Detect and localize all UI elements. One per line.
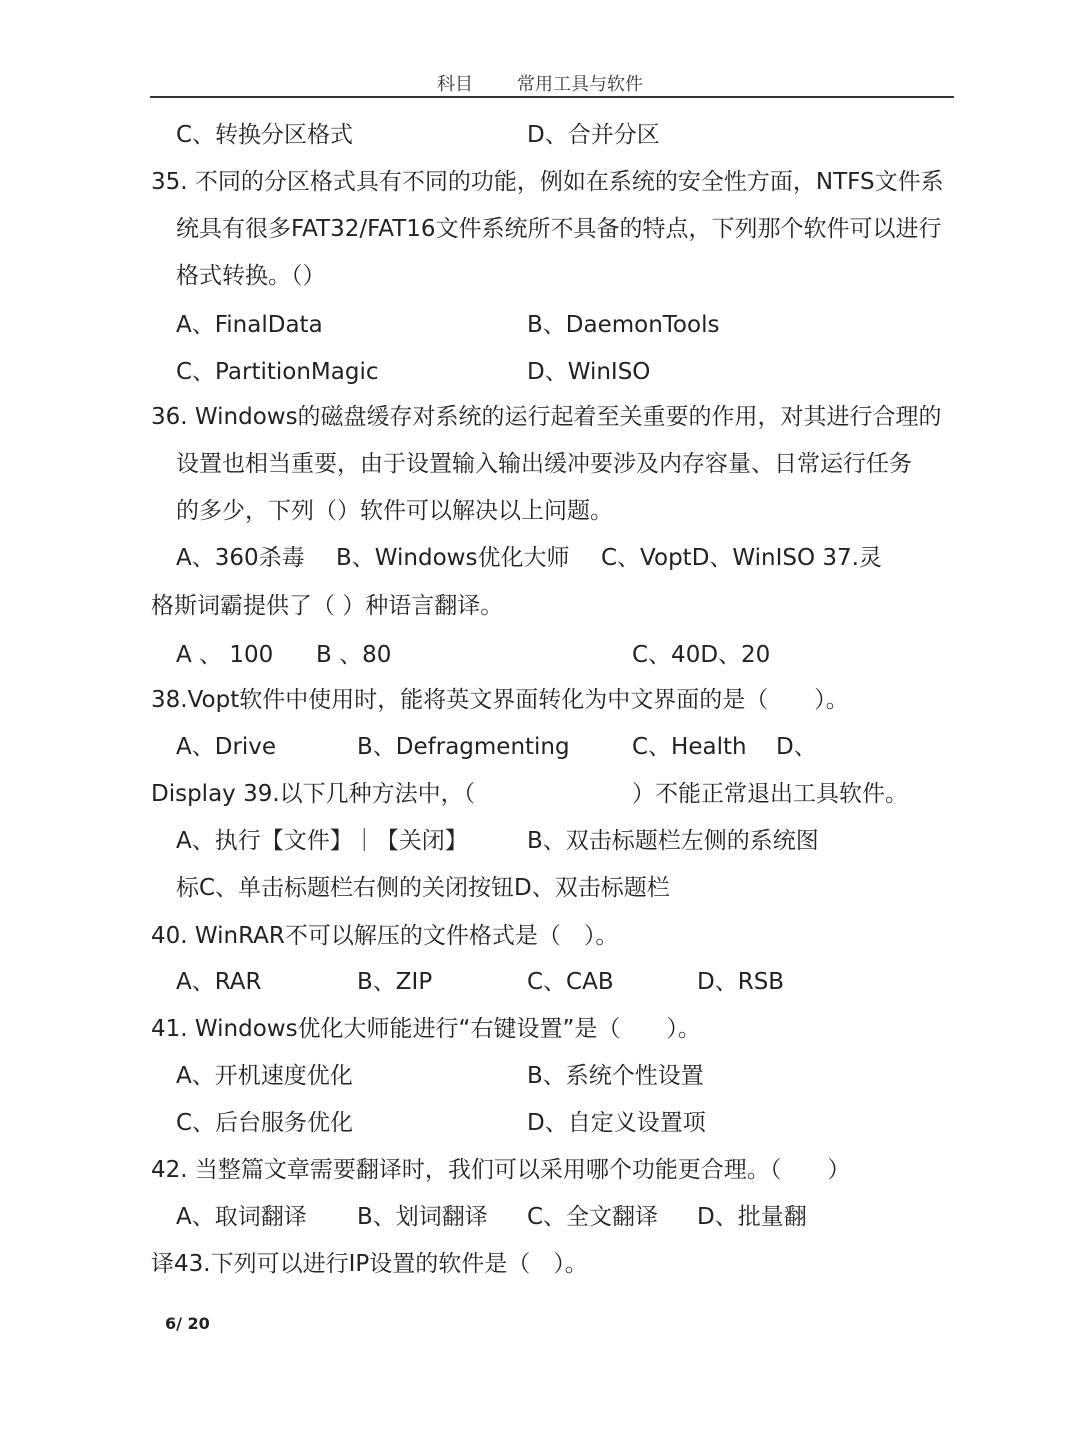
line: B、系统个性设置	[527, 1063, 704, 1089]
line: A、Drive	[176, 734, 277, 760]
subject-label: 科目	[437, 74, 473, 95]
line: 36. Windows的磁盘缓存对系统的运行起着至关重要的作用，对其进行合理的	[151, 404, 942, 430]
line: D、RSB	[697, 969, 785, 995]
line: A 、 100	[176, 642, 274, 668]
line: 42. 当整篇文章需要翻译时，我们可以采用哪个功能更合理。（ ）	[151, 1157, 851, 1183]
page-header	[0, 70, 1080, 96]
line: C、PartitionMagic	[176, 359, 379, 385]
line: 35. 不同的分区格式具有不同的功能，例如在系统的安全性方面，NTFS文件系	[151, 169, 944, 195]
line: A、执行【文件】｜【关闭】	[176, 828, 468, 854]
line: C、VoptD、WinISO 37.灵	[601, 545, 882, 571]
line: 格斯词霸提供了（ ）种语言翻译。	[151, 593, 504, 619]
line: A、RAR	[176, 969, 262, 995]
line: 的多少，下列（）软件可以解决以上问题。	[176, 498, 613, 524]
line: C、CAB	[527, 969, 614, 995]
line: C、40D、20	[632, 642, 771, 668]
line: B、划词翻译	[357, 1204, 488, 1230]
line: C、全文翻译	[527, 1204, 659, 1230]
line: A、360杀毒	[176, 545, 305, 571]
subject-value: 常用工具与软件	[517, 74, 643, 95]
line: 标C、单击标题栏右侧的关闭按钮D、双击标题栏	[176, 875, 670, 901]
line: Display 39.以下几种方法中，（	[151, 781, 476, 807]
line: D、WinISO	[527, 359, 651, 385]
line: C、Health	[632, 734, 747, 760]
line: 41. Windows优化大师能进行“右键设置”是（ ）。	[151, 1016, 701, 1042]
line: 设置也相当重要，由于设置输入输出缓冲要涉及内存容量、日常运行任务	[176, 451, 912, 477]
line: A、取词翻译	[176, 1204, 307, 1230]
line: B、Windows优化大师	[336, 545, 570, 571]
line: D、自定义设置项	[527, 1110, 706, 1136]
line: C、后台服务优化	[176, 1110, 354, 1136]
line: ）不能正常退出工具软件。	[632, 781, 908, 807]
line: 40. WinRAR不可以解压的文件格式是（ ）。	[151, 923, 619, 949]
page-number: 6/ 20	[165, 1314, 210, 1333]
line: B、Defragmenting	[357, 734, 570, 760]
line: 38.Vopt软件中使用时，能将英文界面转化为中文界面的是（ ）。	[151, 687, 849, 713]
line: B、DaemonTools	[527, 312, 720, 338]
line: D、	[776, 734, 817, 760]
header-rule	[150, 96, 954, 98]
line: 统具有很多FAT32/FAT16文件系统所不具备的特点，下列那个软件可以进行	[176, 216, 942, 242]
line: 译43.下列可以进行IP设置的软件是（ ）。	[151, 1251, 588, 1277]
line: C、转换分区格式	[176, 122, 354, 148]
line: A、开机速度优化	[176, 1063, 353, 1089]
line: A、FinalData	[176, 312, 323, 338]
line: B、双击标题栏左侧的系统图	[527, 828, 819, 854]
line: D、批量翻	[697, 1204, 807, 1230]
line: 格式转换。（）	[176, 263, 326, 289]
line: D、合并分区	[527, 122, 660, 148]
line: B、ZIP	[357, 969, 433, 995]
line: B 、80	[316, 642, 392, 668]
